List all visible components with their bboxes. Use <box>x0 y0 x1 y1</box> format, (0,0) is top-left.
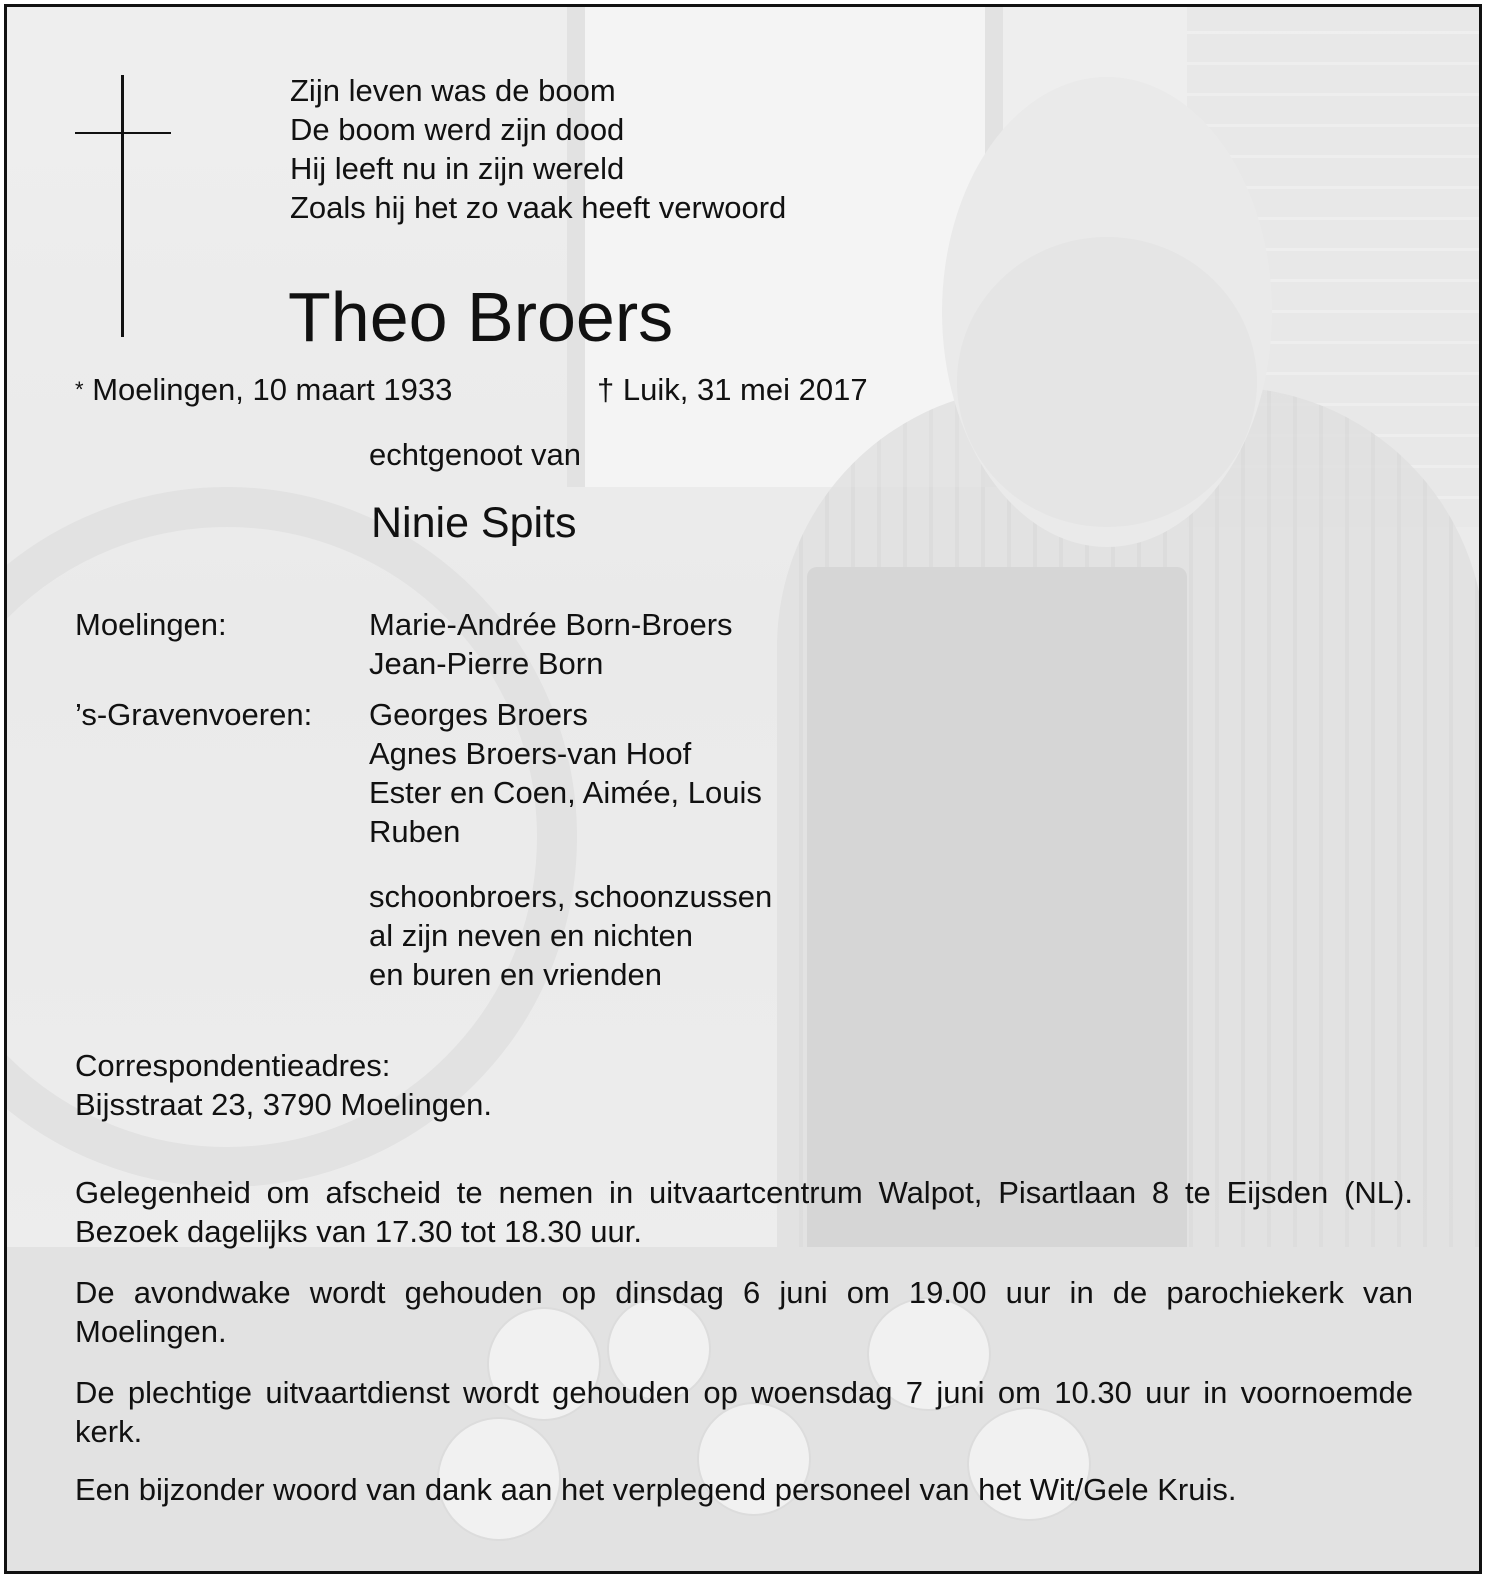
announcement-thanks: Een bijzonder woord van dank aan het verplegend personeel van het Wit/Gele Kruis. <box>75 1472 1237 1507</box>
correspondence-address: Bijsstraat 23, 3790 Moelingen. <box>75 1087 493 1122</box>
family-member: Ruben <box>369 814 461 849</box>
obituary-notice <box>4 4 1482 1574</box>
family-place: Moelingen: <box>75 607 227 642</box>
deceased-name: Theo Broers <box>288 278 674 356</box>
family-member: Ester en Coen, Aimée, Louis <box>369 775 762 810</box>
family-member: Agnes Broers-van Hoof <box>369 736 692 771</box>
correspondence <box>75 1046 492 1124</box>
spouse-name: Ninie Spits <box>371 499 577 547</box>
poem <box>290 71 786 227</box>
birth-info <box>75 370 452 409</box>
family-member: Marie-Andrée Born-Broers <box>369 607 733 642</box>
poem-line: Zoals hij het zo vaak heeft verwoord <box>290 190 787 225</box>
cross-icon <box>121 75 124 337</box>
announcement-vigil: De avondwake wordt gehouden op dinsdag 6 juni om 19.00 uur in de parochiekerk van Moelingen. <box>75 1275 1413 1349</box>
birth-star-icon: * <box>75 377 84 402</box>
relatives-line: en buren en vrienden <box>369 957 663 992</box>
family-member: Georges Broers <box>369 697 588 732</box>
family-member: Jean-Pierre Born <box>369 646 604 681</box>
death-info: † Luik, 31 mei 2017 <box>597 372 868 407</box>
announcement-funeral: De plechtige uitvaartdienst wordt gehouden op woensdag 7 juni om 10.30 uur in voornoemde kerk. <box>75 1375 1413 1449</box>
relatives <box>369 877 772 994</box>
cross-icon-bar <box>75 132 171 134</box>
poem-line: Hij leeft nu in zijn wereld <box>290 151 625 186</box>
correspondence-label: Correspondentieadres: <box>75 1048 391 1083</box>
relatives-line: al zijn neven en nichten <box>369 918 694 953</box>
poem-line: De boom werd zijn dood <box>290 112 625 147</box>
family-place: ’s-Gravenvoeren: <box>75 697 313 732</box>
family-names <box>369 695 762 851</box>
poem-line: Zijn leven was de boom <box>290 73 616 108</box>
announcement-farewell: Gelegenheid om afscheid te nemen in uitvaartcentrum Walpot, Pisartlaan 8 te Eijsden (NL). Bezoek dagelijks van 17.30 tot 18.30 uur. <box>75 1175 1413 1249</box>
birth-place-date: Moelingen, 10 maart 1933 <box>92 372 453 407</box>
family-names <box>369 605 733 683</box>
relatives-line: schoonbroers, schoonzussen <box>369 879 773 914</box>
spouse-label: echtgenoot van <box>369 437 582 472</box>
